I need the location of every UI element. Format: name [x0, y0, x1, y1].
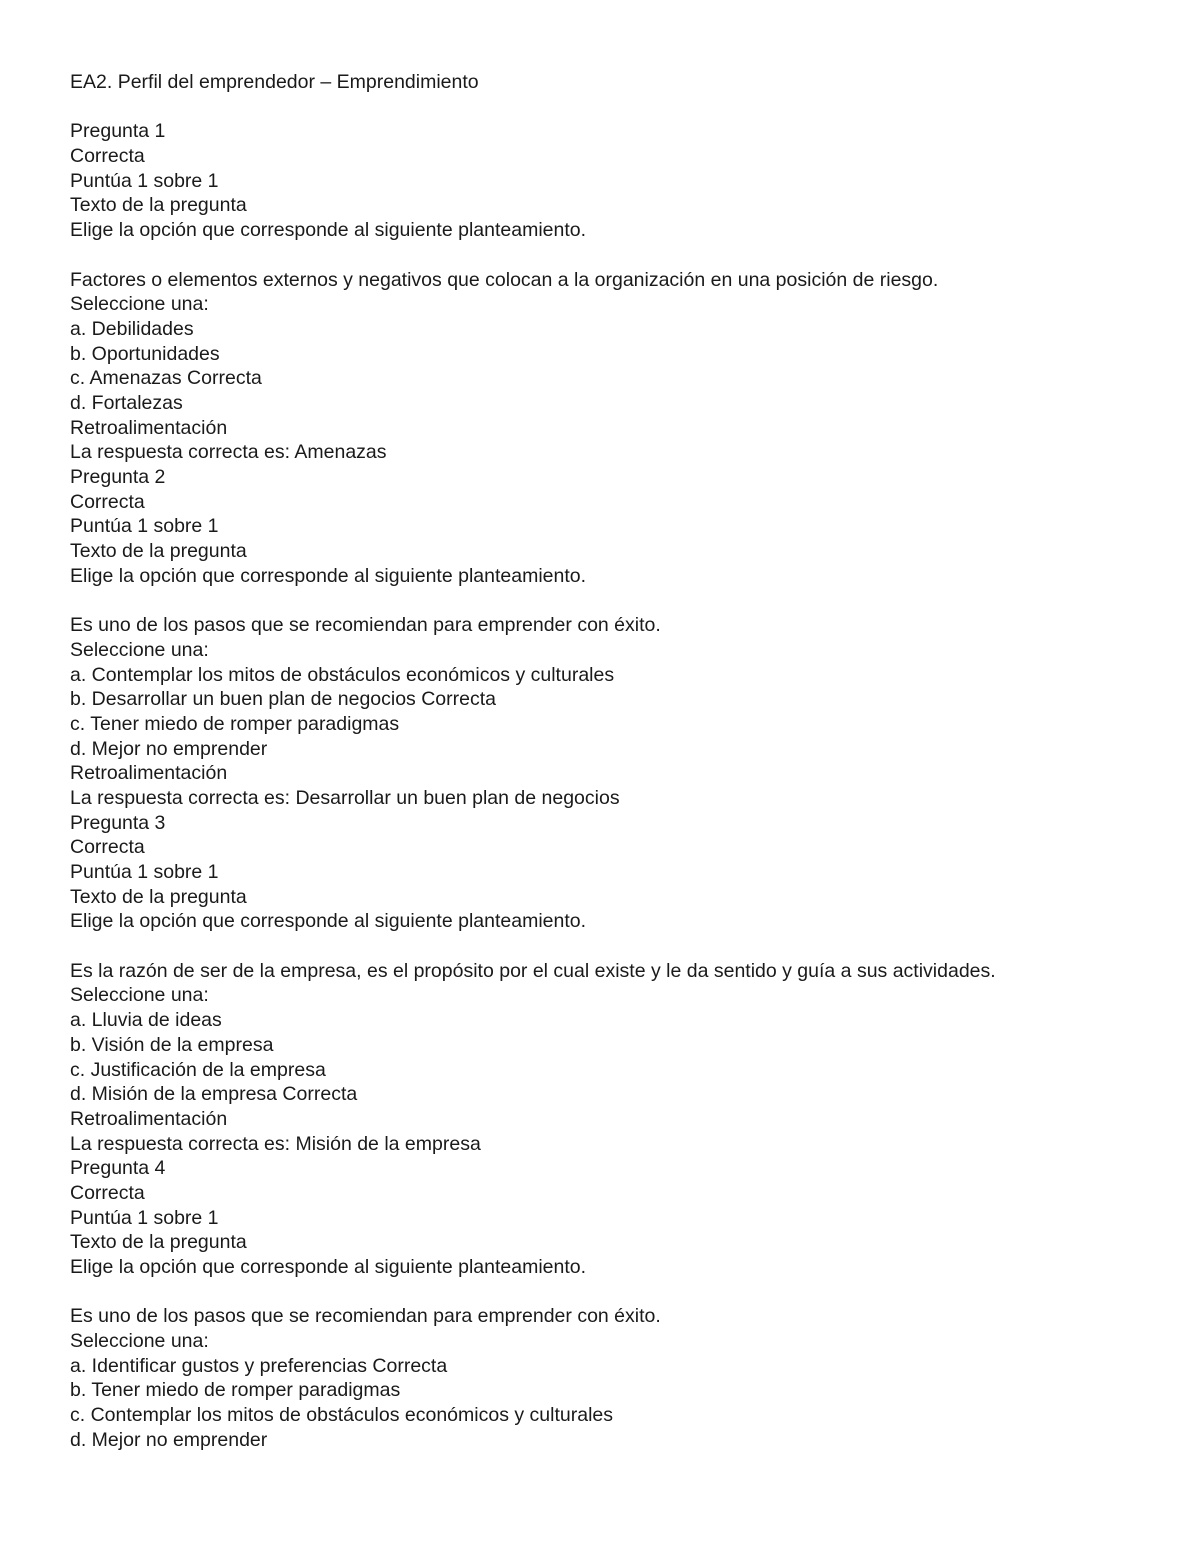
question-statement: Factores o elementos externos y negativos que colocan a la organización en una posición de riesgo.: [70, 268, 939, 291]
question-text-label: Texto de la pregunta: [70, 194, 247, 217]
feedback-label: Retroalimentación: [70, 416, 228, 439]
option-b: b. Desarrollar un buen plan de negocios Correcta: [70, 688, 497, 711]
option-a: a. Contemplar los mitos de obstáculos económicos y culturales: [70, 663, 615, 686]
option-c: c. Tener miedo de romper paradigmas: [70, 712, 400, 735]
question-statement: Es uno de los pasos que se recomiendan para emprender con éxito.: [70, 1305, 661, 1328]
feedback-label: Retroalimentación: [70, 762, 228, 785]
question-score: Puntúa 1 sobre 1: [70, 515, 219, 538]
question-number: Pregunta 1: [70, 120, 166, 143]
question-status: Correcta: [70, 145, 145, 168]
option-c: c. Justificación de la empresa: [70, 1058, 326, 1081]
blank-line: [70, 1280, 1150, 1305]
question-status: Correcta: [70, 490, 145, 513]
select-label: Seleccione una:: [70, 293, 209, 316]
option-c: c. Amenazas Correcta: [70, 367, 262, 390]
question-block-4: [70, 1156, 1150, 1452]
document-page: [70, 70, 1150, 1453]
question-block-2: [70, 465, 1150, 811]
option-b: b. Tener miedo de romper paradigmas: [70, 1379, 401, 1402]
question-status: Correcta: [70, 1181, 145, 1204]
question-instruction: Elige la opción que corresponde al siguiente planteamiento.: [70, 219, 587, 242]
correct-answer: La respuesta correcta es: Misión de la empresa: [70, 1132, 481, 1155]
option-c: c. Contemplar los mitos de obstáculos económicos y culturales: [70, 1404, 613, 1427]
option-a: a. Identificar gustos y preferencias Correcta: [70, 1354, 448, 1377]
feedback-label: Retroalimentación: [70, 1107, 228, 1130]
document-title: EA2. Perfil del emprendedor – Emprendimiento: [70, 71, 479, 93]
question-score: Puntúa 1 sobre 1: [70, 169, 219, 192]
blank-line: [70, 934, 1150, 959]
question-block-3: [70, 811, 1150, 1157]
question-number: Pregunta 4: [70, 1157, 166, 1180]
question-score: Puntúa 1 sobre 1: [70, 861, 219, 883]
option-a: a. Debilidades: [70, 317, 194, 340]
select-label: Seleccione una:: [70, 1330, 209, 1353]
option-b: b. Oportunidades: [70, 342, 220, 365]
option-d: d. Fortalezas: [70, 391, 183, 414]
blank-line: [70, 243, 1150, 268]
option-a: a. Lluvia de ideas: [70, 1009, 222, 1032]
question-instruction: Elige la opción que corresponde al siguiente planteamiento.: [70, 1256, 587, 1278]
select-label: Seleccione una:: [70, 984, 209, 1007]
option-d: d. Mejor no emprender: [70, 737, 268, 760]
question-instruction: Elige la opción que corresponde al siguiente planteamiento.: [70, 910, 587, 933]
question-statement: Es la razón de ser de la empresa, es el propósito por el cual existe y le da sentido y guía a sus actividades.: [70, 959, 996, 982]
select-label: Seleccione una:: [70, 638, 209, 661]
blank-line: [70, 95, 1150, 120]
question-text-label: Texto de la pregunta: [70, 540, 247, 563]
question-number: Pregunta 3: [70, 811, 166, 834]
question-text-label: Texto de la pregunta: [70, 1231, 247, 1254]
blank-line: [70, 588, 1150, 613]
option-d: d. Mejor no emprender: [70, 1428, 268, 1451]
option-b: b. Visión de la empresa: [70, 1033, 274, 1056]
question-number: Pregunta 2: [70, 466, 166, 488]
question-status: Correcta: [70, 836, 145, 859]
question-block-1: [70, 119, 1150, 465]
question-text-label: Texto de la pregunta: [70, 885, 247, 908]
question-score: Puntúa 1 sobre 1: [70, 1206, 219, 1229]
question-instruction: Elige la opción que corresponde al siguiente planteamiento.: [70, 564, 587, 587]
correct-answer: La respuesta correcta es: Desarrollar un buen plan de negocios: [70, 786, 620, 809]
question-statement: Es uno de los pasos que se recomiendan para emprender con éxito.: [70, 614, 661, 637]
option-d: d. Misión de la empresa Correcta: [70, 1083, 358, 1106]
correct-answer: La respuesta correcta es: Amenazas: [70, 441, 387, 464]
